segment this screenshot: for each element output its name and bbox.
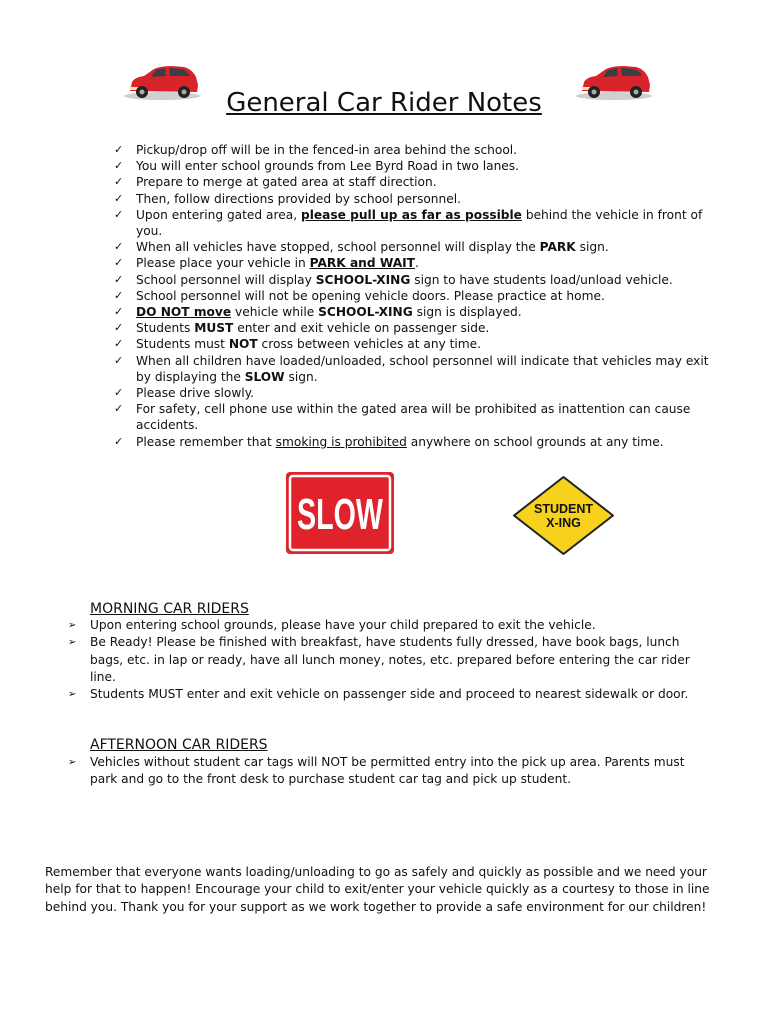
checklist-text: behind the vehicle in front of you.: [136, 207, 703, 239]
checkmark-icon: ✓: [114, 207, 124, 221]
morning-list: [68, 617, 713, 703]
checklist-text: DO NOT move: [136, 305, 232, 320]
checklist-text: PARK: [539, 240, 576, 255]
checklist-text: For safety, cell phone use within the gated area will be prohibited as inattention can cause accidents.: [136, 402, 691, 433]
checklist-text: PARK and WAIT: [309, 256, 416, 271]
checklist-item: [112, 239, 727, 255]
xing-sign-line1: STUDENT: [533, 502, 594, 516]
checklist-item: [112, 207, 727, 239]
checklist-item: [112, 320, 727, 336]
morning-item-text: Upon entering school grounds, please have your child prepared to exit the vehicle.: [90, 618, 596, 632]
checklist-text: Please place your vehicle in: [136, 256, 310, 271]
checklist-item: [112, 353, 727, 385]
checklist-item: [112, 434, 727, 450]
checklist-text: .: [415, 256, 419, 271]
checkmark-icon: ✓: [114, 288, 124, 302]
checklist-text: Students: [136, 321, 195, 336]
checklist-text: When all children have loaded/unloaded, school personnel will indicate that vehicles may exit by displaying the: [136, 353, 709, 384]
checkmark-icon: ✓: [114, 402, 124, 416]
checklist-text: School personnel will display: [136, 272, 316, 287]
checklist-text: anywhere on school grounds at any time.: [406, 434, 664, 449]
checklist-text: vehicle while: [231, 305, 319, 320]
checklist-text: Please drive slowly.: [136, 386, 255, 401]
checklist-text: Please remember that: [136, 434, 276, 449]
checklist-text: Pickup/drop off will be in the fenced-in area behind the school.: [136, 143, 518, 157]
checkmark-icon: ✓: [114, 143, 124, 156]
xing-sign-line2: X-ING: [546, 516, 581, 530]
checkmark-icon: ✓: [114, 191, 124, 205]
afternoon-heading: AFTERNOON CAR RIDERS: [90, 737, 268, 753]
checklist-text: SCHOOL-XING: [318, 305, 413, 320]
checklist-text: cross between vehicles at any time.: [257, 337, 482, 352]
checklist-text: Upon entering gated area,: [136, 207, 301, 222]
checklist-text: sign is displayed.: [412, 305, 522, 320]
checklist-text: Then, follow directions provided by school personnel.: [136, 191, 461, 206]
morning-list-item: [68, 686, 713, 703]
afternoon-item-text: Vehicles without student car tags will NOT be permitted entry into the pick up area. Parents must park and go to the front desk to purchase student car tag and pick up student.: [90, 755, 685, 787]
checklist-item: [112, 304, 727, 320]
page-title: General Car Rider Notes: [226, 88, 542, 118]
checklist-text: School personnel will not be opening vehicle doors. Please practice at home.: [136, 288, 605, 303]
checklist-text: MUST: [194, 321, 234, 336]
checklist-item: [112, 158, 727, 174]
checklist-text: NOT: [228, 337, 258, 352]
checklist-item: [112, 288, 727, 304]
checkmark-icon: ✓: [114, 159, 124, 173]
checklist-text: enter and exit vehicle on passenger side.: [233, 321, 490, 336]
arrow-bullet-icon: ➢: [68, 637, 77, 649]
checklist-text: When all vehicles have stopped, school personnel will display the: [136, 240, 540, 255]
closing-paragraph: Remember that everyone wants loading/unloading to go as safely and quickly as possible and we need your help for that to happen! Encourage your child to exit/enter your vehicle quickly as a courtesy to those in line behind you. Thank you for your support as we work together to provide a safe environment for our children!: [45, 865, 710, 914]
checkmark-icon: ✓: [114, 305, 124, 319]
slow-sign-text: SLOW: [297, 490, 384, 539]
arrow-bullet-icon: ➢: [68, 757, 77, 768]
checkmark-icon: ✓: [114, 321, 124, 335]
checklist-text: SCHOOL-XING: [315, 272, 411, 287]
checklist-text: SLOW: [244, 369, 285, 384]
afternoon-list-item: [68, 754, 713, 789]
morning-list-item: [68, 617, 713, 634]
checklist-text: sign.: [284, 369, 318, 384]
checklist-item: [112, 142, 727, 158]
morning-heading: MORNING CAR RIDERS: [90, 601, 249, 617]
rules-checklist: [112, 142, 727, 450]
checklist-text: sign to have students load/unload vehicle.: [410, 272, 673, 287]
student-xing-sign-icon: [512, 475, 615, 556]
checkmark-icon: ✓: [114, 256, 124, 270]
checklist-item: [112, 191, 727, 207]
checkmark-icon: ✓: [114, 434, 124, 448]
morning-list-item: [68, 634, 713, 686]
checklist-item: [112, 401, 727, 433]
checkmark-icon: ✓: [114, 337, 124, 351]
checkmark-icon: ✓: [114, 386, 124, 400]
checklist-item: [112, 174, 727, 190]
morning-item-text: Be Ready! Please be finished with breakfast, have students fully dressed, have book bags, lunch bags, etc. in lap or ready, have all lunch money, notes, etc. prepared before entering the car rider line.: [90, 635, 690, 684]
afternoon-list: [68, 754, 713, 789]
checklist-text: You will enter school grounds from Lee Byrd Road in two lanes.: [136, 159, 520, 174]
checkmark-icon: ✓: [114, 353, 124, 367]
checklist-text: Prepare to merge at gated area at staff direction.: [136, 175, 437, 190]
checklist-item: [112, 385, 727, 401]
checklist-text: smoking is prohibited: [275, 434, 407, 449]
checklist-item: [112, 336, 727, 352]
checklist-text: Students must: [136, 337, 229, 352]
arrow-bullet-icon: ➢: [68, 689, 77, 701]
slow-sign-icon: [284, 470, 396, 556]
checkmark-icon: ✓: [114, 175, 124, 189]
checkmark-icon: ✓: [114, 240, 124, 254]
arrow-bullet-icon: ➢: [68, 620, 77, 631]
checklist-text: sign.: [575, 240, 609, 255]
morning-item-text: Students MUST enter and exit vehicle on passenger side and proceed to nearest sidewalk or door.: [90, 687, 689, 702]
checkmark-icon: ✓: [114, 272, 124, 286]
checklist-item: [112, 255, 727, 271]
checklist-text: please pull up as far as possible: [300, 207, 522, 222]
checklist-item: [112, 272, 727, 288]
